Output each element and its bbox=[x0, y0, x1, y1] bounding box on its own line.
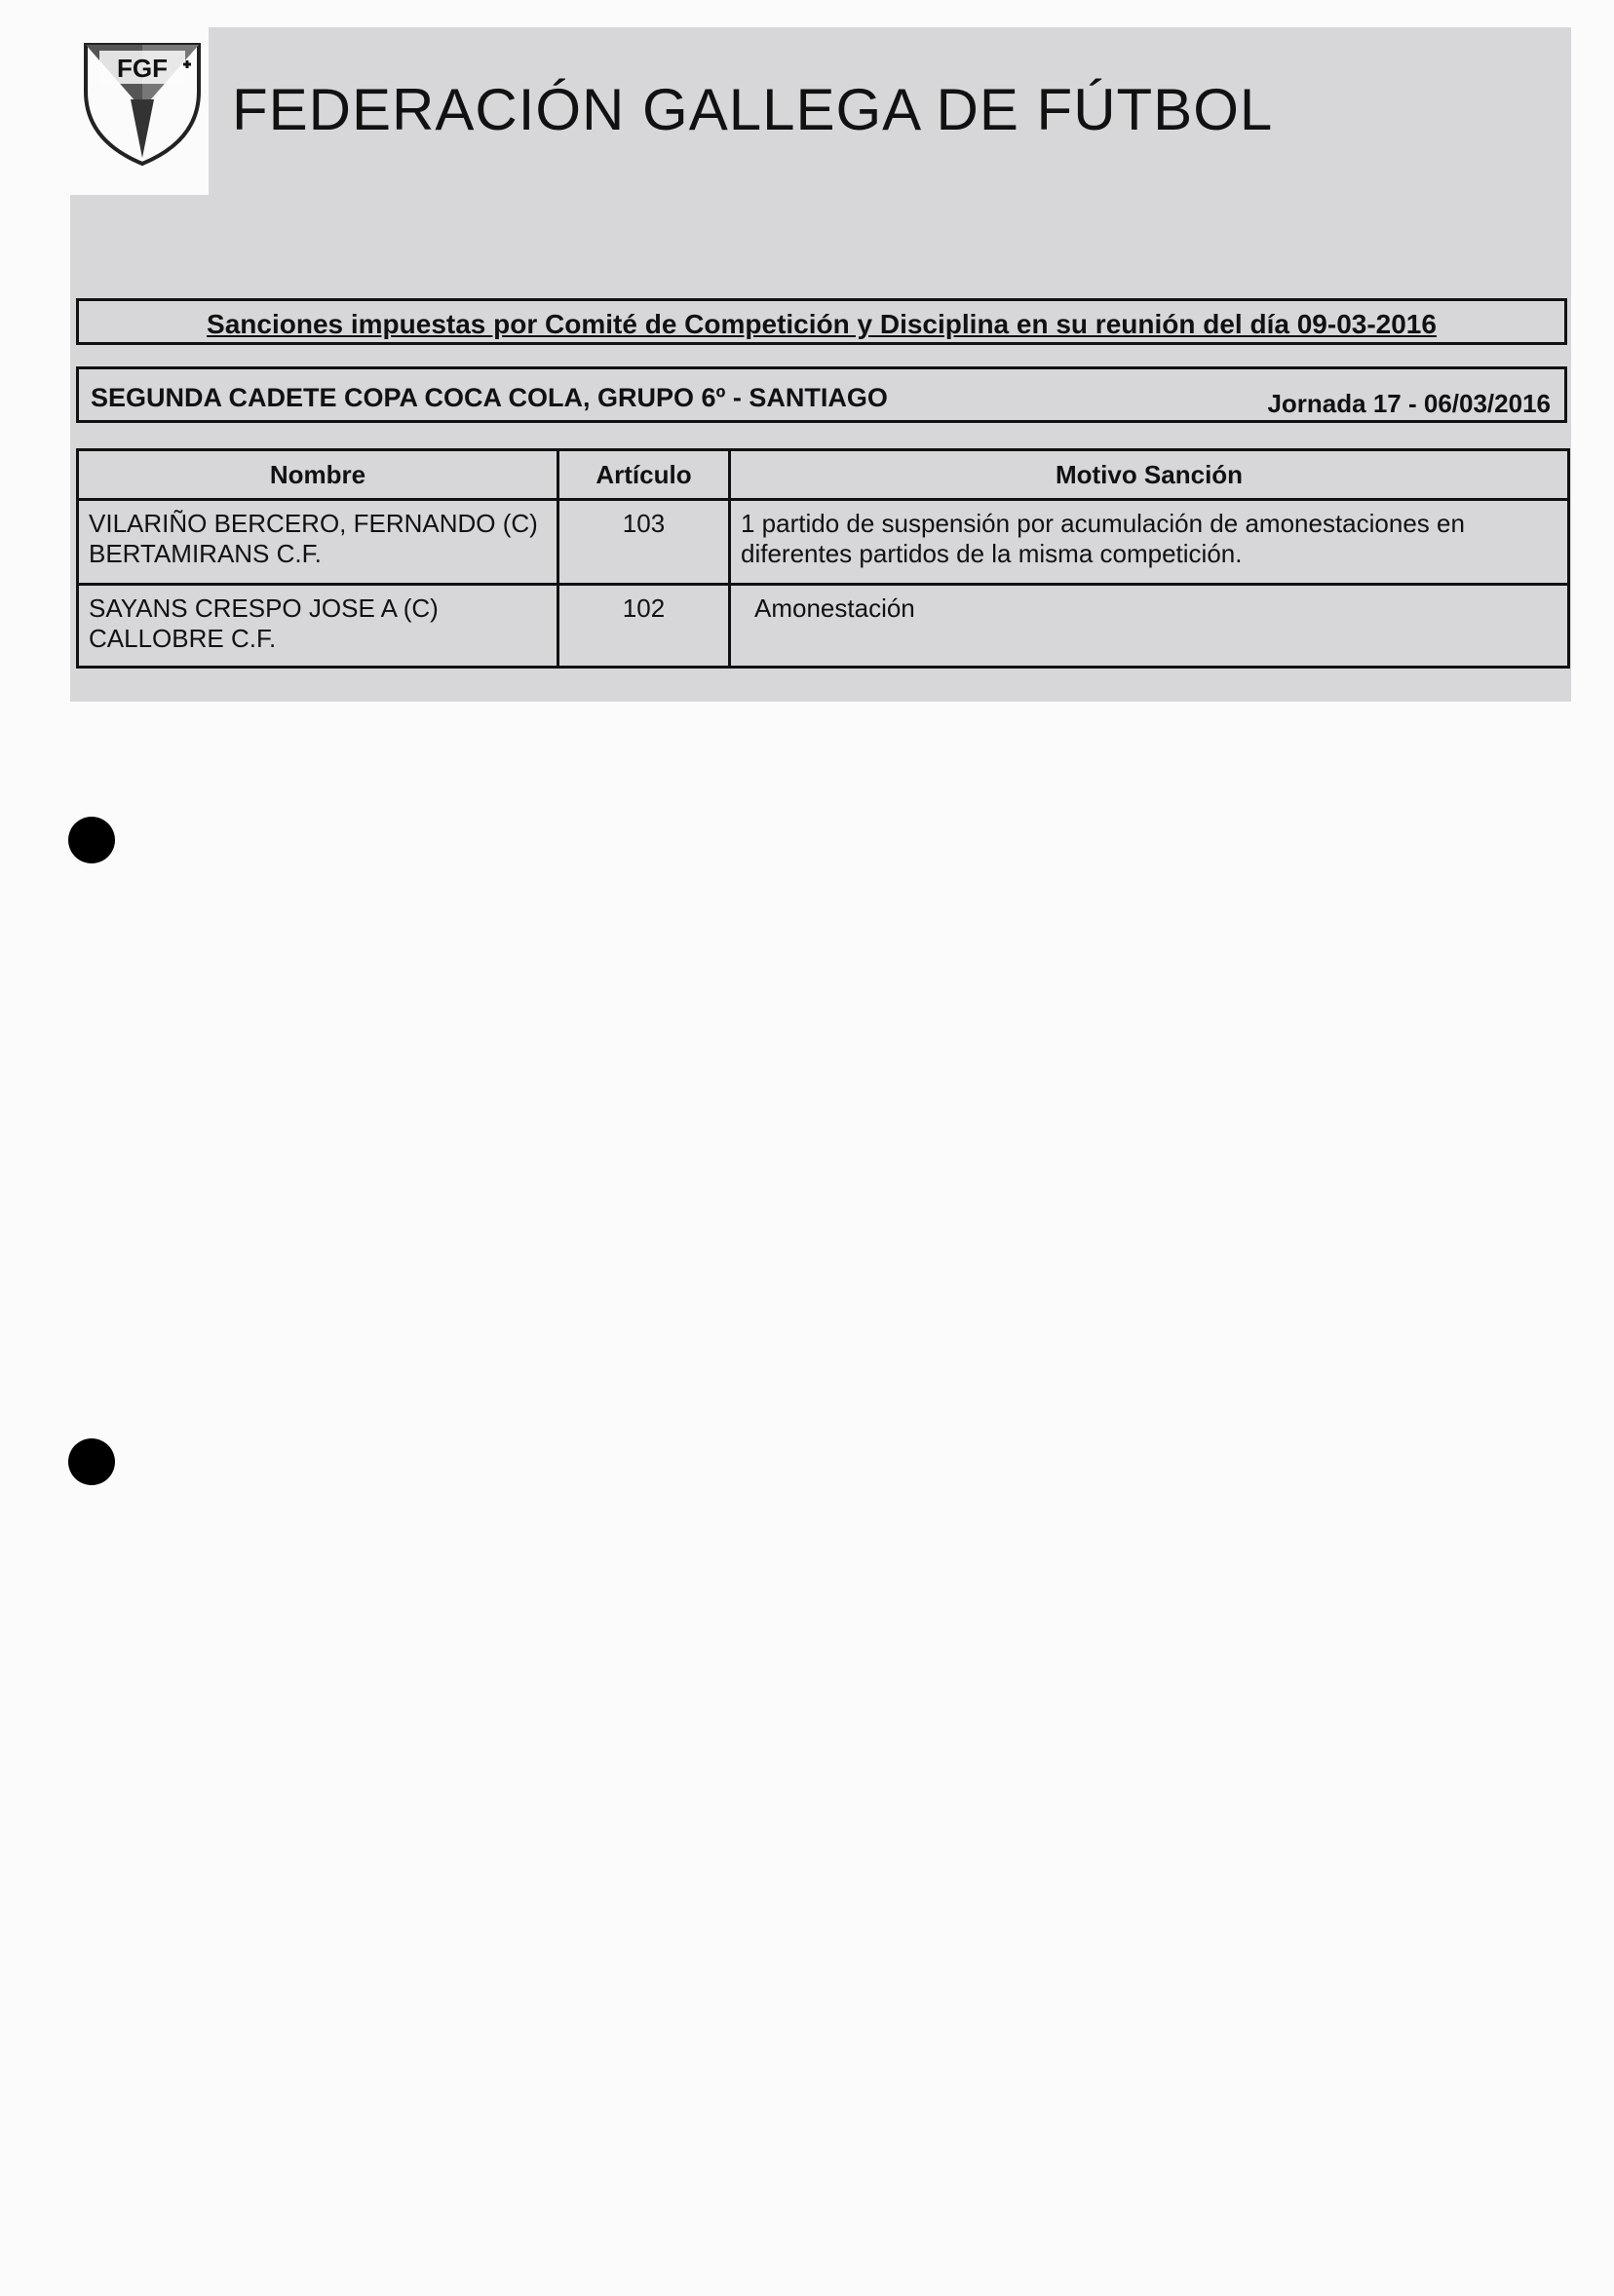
competition-name: SEGUNDA CADETE COPA COCA COLA, GRUPO 6º - SANTIAGO bbox=[91, 383, 888, 412]
logo-lettering: FGF bbox=[117, 54, 168, 83]
player-name-cell bbox=[78, 585, 558, 668]
sanctions-table bbox=[76, 448, 1570, 669]
jornada-date: Jornada 17 - 06/03/2016 bbox=[1267, 389, 1551, 418]
column-header-motivo: Motivo Sanción bbox=[730, 450, 1569, 500]
competition-box bbox=[76, 366, 1567, 423]
articulo-cell: 103 bbox=[558, 500, 730, 585]
motivo-line: 1 partido de suspensión por acumulación de amonestaciones en bbox=[741, 509, 1465, 538]
motivo-line: Amonestación bbox=[754, 593, 915, 623]
player-name: SAYANS CRESPO JOSE A (C) bbox=[89, 593, 439, 623]
punch-hole-mark bbox=[68, 1438, 115, 1485]
player-name-cell bbox=[78, 500, 558, 585]
motivo-cell bbox=[730, 585, 1569, 668]
motivo-cell bbox=[730, 500, 1569, 585]
federation-logo bbox=[82, 41, 203, 168]
session-title-box bbox=[76, 298, 1567, 345]
punch-hole-mark bbox=[68, 817, 115, 863]
player-club: BERTAMIRANS C.F. bbox=[89, 539, 322, 568]
table-row bbox=[78, 585, 1569, 668]
player-club: CALLOBRE C.F. bbox=[89, 624, 277, 653]
column-header-nombre: Nombre bbox=[78, 450, 558, 500]
table-header-row bbox=[78, 450, 1569, 500]
session-title: Sanciones impuestas por Comité de Competición y Disciplina en su reunión del día 09-03-2016 bbox=[207, 309, 1437, 339]
articulo-cell: 102 bbox=[558, 585, 730, 668]
motivo-line: diferentes partidos de la misma competición. bbox=[741, 539, 1243, 568]
column-header-articulo: Artículo bbox=[558, 450, 730, 500]
player-name: VILARIÑO BERCERO, FERNANDO (C) bbox=[89, 509, 538, 538]
table-row bbox=[78, 500, 1569, 585]
federation-title: FEDERACIÓN GALLEGA DE FÚTBOL bbox=[232, 77, 1274, 142]
